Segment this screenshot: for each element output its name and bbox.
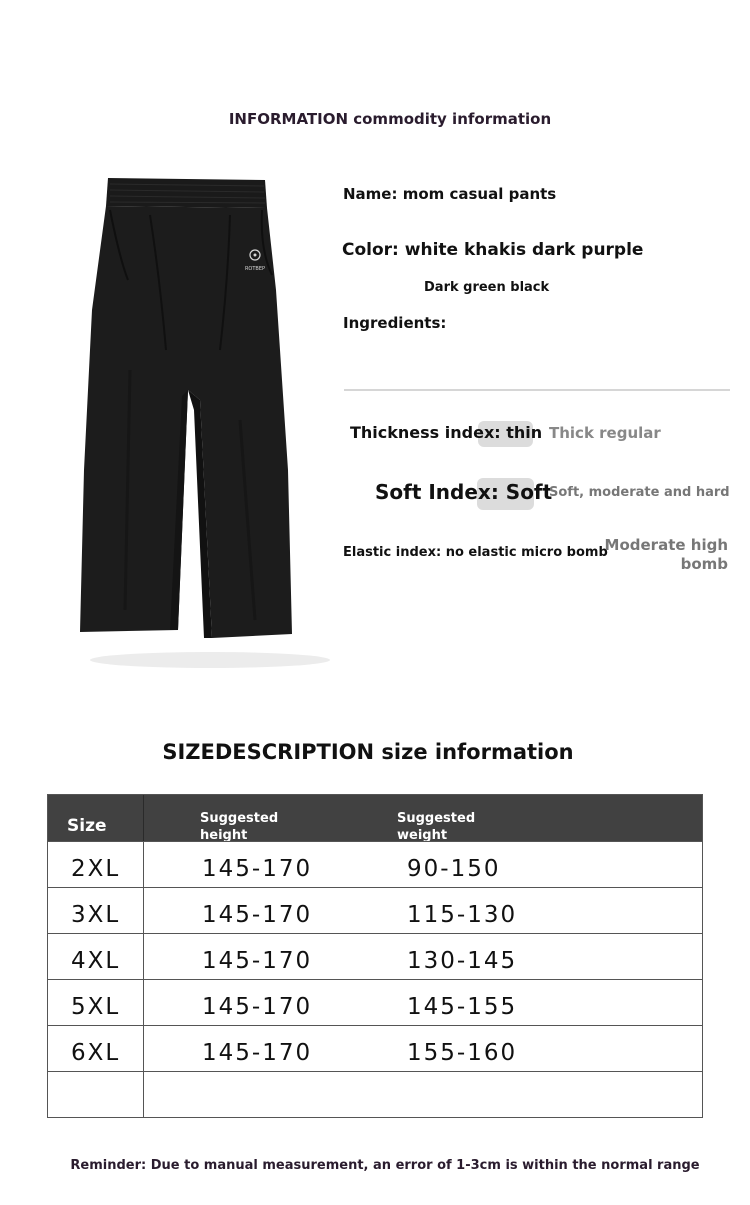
weight-cell: 90-150 bbox=[407, 856, 501, 882]
pants-image bbox=[70, 170, 330, 680]
product-ingredients: Ingredients: bbox=[343, 314, 447, 332]
header-size: Size bbox=[67, 816, 107, 836]
elastic-index-options: Moderate high bomb bbox=[604, 536, 728, 573]
weight-cell: 145-155 bbox=[407, 994, 518, 1020]
column-divider bbox=[143, 980, 144, 1025]
size-cell: 2XL bbox=[71, 856, 121, 882]
thickness-index-options: Thick regular bbox=[549, 424, 661, 442]
product-color: Color: white khakis dark purple bbox=[342, 240, 644, 260]
column-divider bbox=[143, 888, 144, 933]
table-row bbox=[48, 1025, 702, 1071]
divider bbox=[344, 389, 730, 391]
product-name: Name: mom casual pants bbox=[343, 185, 557, 203]
info-heading: INFORMATION commodity information bbox=[228, 110, 552, 128]
product-color-continued: Dark green black bbox=[424, 280, 550, 295]
svg-text:ROTBEP: ROTBEP bbox=[244, 266, 266, 272]
height-cell: 145-170 bbox=[202, 1040, 313, 1066]
measurement-reminder: Reminder: Due to manual measurement, an error of 1-3cm is within the normal range bbox=[70, 1158, 700, 1173]
soft-index-label: Soft Index: Soft bbox=[375, 480, 553, 504]
soft-index-options: Soft, moderate and hard bbox=[549, 485, 730, 500]
size-cell: 3XL bbox=[71, 902, 121, 928]
height-cell: 145-170 bbox=[202, 902, 313, 928]
table-row bbox=[48, 979, 702, 1025]
column-divider bbox=[143, 795, 144, 841]
size-heading: SIZEDESCRIPTION size information bbox=[162, 740, 574, 764]
column-divider bbox=[143, 1026, 144, 1071]
column-divider bbox=[143, 842, 144, 887]
height-cell: 145-170 bbox=[202, 856, 313, 882]
height-cell: 145-170 bbox=[202, 948, 313, 974]
table-row bbox=[48, 1071, 702, 1117]
header-height: Suggested height bbox=[200, 811, 279, 843]
header-weight: Suggested weight bbox=[397, 811, 476, 843]
weight-cell: 155-160 bbox=[407, 1040, 518, 1066]
column-divider bbox=[143, 1072, 144, 1117]
size-table bbox=[47, 794, 703, 1118]
height-cell: 145-170 bbox=[202, 994, 313, 1020]
thickness-index-label: Thickness index: thin bbox=[350, 423, 543, 442]
column-divider bbox=[143, 934, 144, 979]
size-cell: 4XL bbox=[71, 948, 121, 974]
size-cell: 6XL bbox=[71, 1040, 121, 1066]
table-row bbox=[48, 933, 702, 979]
table-header-row bbox=[48, 795, 702, 841]
weight-cell: 115-130 bbox=[407, 902, 518, 928]
size-cell: 5XL bbox=[71, 994, 121, 1020]
table-row bbox=[48, 887, 702, 933]
table-row bbox=[48, 841, 702, 887]
elastic-index-label: Elastic index: no elastic micro bomb bbox=[343, 545, 608, 560]
weight-cell: 130-145 bbox=[407, 948, 518, 974]
